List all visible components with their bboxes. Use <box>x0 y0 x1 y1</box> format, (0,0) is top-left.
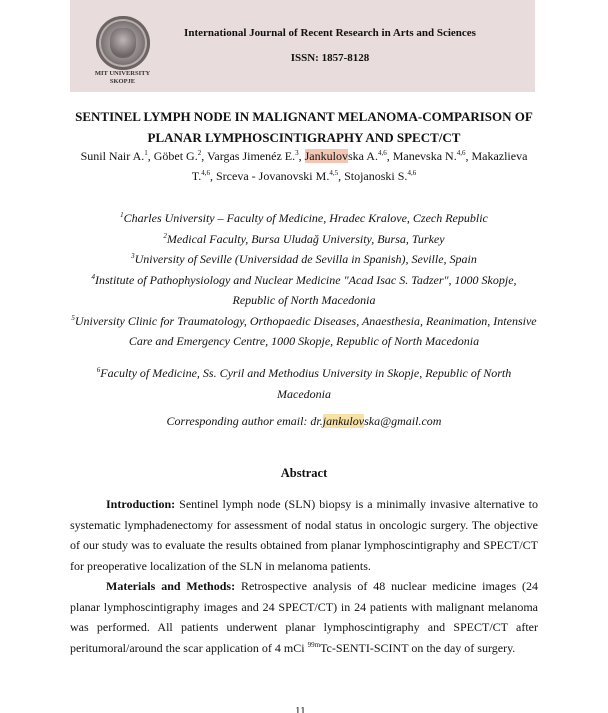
author-name: Makazlieva <box>471 149 528 163</box>
intro-paragraph <box>70 494 538 576</box>
search-highlight: jankulov <box>322 414 365 428</box>
methods-text: Retrospective analysis of 48 nuclear medicine images (24 planar lymphoscintigraphy images and 24 SPECT/CT) in 24 patients with malignant melanoma was performed. All patients underwent planar lymphoscintigraphy and SPECT/CT after peritumoral/around the scar application of 4 mCi <box>70 579 538 655</box>
affil-sup: 5 <box>71 313 75 322</box>
affil-text: University Clinic for Traumatology, Orthopaedic Diseases, Anaesthesia, Reanimation, Intensive <box>74 313 537 328</box>
affiliation-2 <box>70 229 538 250</box>
author-name: Srceva - Jovanovski M. <box>216 169 330 183</box>
affil-text: Charles University – Faculty of Medicine, Hradec Kralove, Czech Republic <box>123 211 488 225</box>
isotope-sup: 99m <box>307 640 321 649</box>
paper-title-line1: SENTINEL LYMPH NODE IN MALIGNANT MELANOMA-COMPARISON OF <box>75 109 533 124</box>
abstract-body <box>70 494 538 658</box>
affil-sup: 4 <box>91 272 95 281</box>
author-line2: T.$^{4,6}$, Srceva - Jovanovski M.$^{4,5}$, Stojanoski S.$^{4,6}$ <box>191 169 417 183</box>
email-label: Corresponding author email: dr. <box>166 414 323 428</box>
affiliation-6 <box>70 363 538 384</box>
author-line1: Sunil Nair A.$^1$, Göbet G.$^2$, Vargas Jimenéz E.$^3$, Jankulovska A.$^{4,6}$, Manevska N.$^{4,6}$, Makazlieva <box>80 149 528 163</box>
author-list <box>70 146 538 186</box>
author-name: T. <box>191 169 202 183</box>
page-number: 11 <box>295 705 306 713</box>
affiliations <box>70 208 538 352</box>
affiliation-6-block <box>70 363 538 404</box>
affiliation-4-cont: Republic of North Macedonia <box>232 293 376 307</box>
affil-text: Faculty of Medicine, Ss. Cyril and Methodius University in Skopje, Republic of North <box>100 366 512 380</box>
logo-text-line1: MIT UNIVERSITY <box>94 70 151 77</box>
affil-sup: 1 <box>120 211 124 219</box>
logo-text-line2: SKOPJE <box>109 78 136 85</box>
university-seal-icon <box>96 16 150 70</box>
affiliation-5 <box>70 311 538 332</box>
affil-text: Institute of Pathophysiology and Nuclear Medicine "Acad Isac S. Tadzer", 1000 Skopje, <box>94 272 517 287</box>
affil-text: Medical Faculty, Bursa Uludağ University, Bursa, Turkey <box>166 231 445 246</box>
author-name: Göbet G. <box>153 149 198 163</box>
affiliation-5-cont: Care and Emergency Centre, 1000 Skopje, Republic of North Macedonia <box>128 334 480 348</box>
author-affil-sup: 1 <box>144 149 148 157</box>
affiliation-6-cont: Macedonia <box>277 386 331 401</box>
journal-title: International Journal of Recent Research in Arts and Sciences <box>184 27 476 39</box>
author-affil-sup: 4,6 <box>456 149 466 157</box>
affil-text: University of Seville (Universidad de Sevilla in Spanish), Seville, Spain <box>134 252 477 266</box>
author-affil-sup: 4,6 <box>407 169 417 177</box>
author-affil-sup: 4,6 <box>201 169 210 177</box>
affiliation-4 <box>70 270 538 291</box>
intro-label: Introduction: <box>106 497 176 511</box>
university-name <box>70 70 175 86</box>
author-name: Manevska N. <box>392 149 457 163</box>
affil-sup: 2 <box>163 231 167 240</box>
journal-header <box>70 0 535 92</box>
methods-label: Materials and Methods: <box>106 579 236 593</box>
author-name: Vargas Jimenéz E. <box>207 149 296 163</box>
affiliation-3 <box>70 249 538 270</box>
affiliation-1 <box>70 208 538 229</box>
affil-sup: 6 <box>96 366 101 374</box>
affil-sup: 3 <box>131 252 135 260</box>
paper-title-line2: PLANAR LYMPHOSCINTIGRAPHY AND SPECT/CT <box>147 130 461 145</box>
corresponding-author <box>70 414 538 429</box>
author-name: Sunil Nair A. <box>80 149 145 163</box>
paper-title <box>70 106 538 148</box>
issn: ISSN: 1857-8128 <box>290 52 370 64</box>
intro-text: Sentinel lymph node (SLN) biopsy is a minimally invasive alternative to systematic lymphadenectomy for assessment of nodal status in oncologic surgery. The objective of our study was to evaluate the results obtained from planar lymphoscintigraphy and SPECT/CT for preoperative localization of the SLN in melanoma patients. <box>70 497 538 573</box>
author-affil-sup: 4,5 <box>329 169 339 177</box>
email-text[interactable]: ska@gmail.com <box>364 414 442 428</box>
methods-text: Tc-SENTI-SCINT on the day of surgery. <box>320 640 516 655</box>
author-affil-sup: 4,6 <box>377 149 387 157</box>
author-name: ska A. <box>347 149 378 163</box>
seal-emblem-icon <box>110 28 136 58</box>
methods-paragraph <box>70 576 538 658</box>
search-highlight: Jankulov <box>304 149 348 163</box>
abstract-heading: Abstract <box>280 466 328 480</box>
author-affil-sup: 3 <box>295 149 299 157</box>
author-affil-sup: 2 <box>197 149 202 157</box>
author-name: Stojanoski S. <box>344 169 408 183</box>
